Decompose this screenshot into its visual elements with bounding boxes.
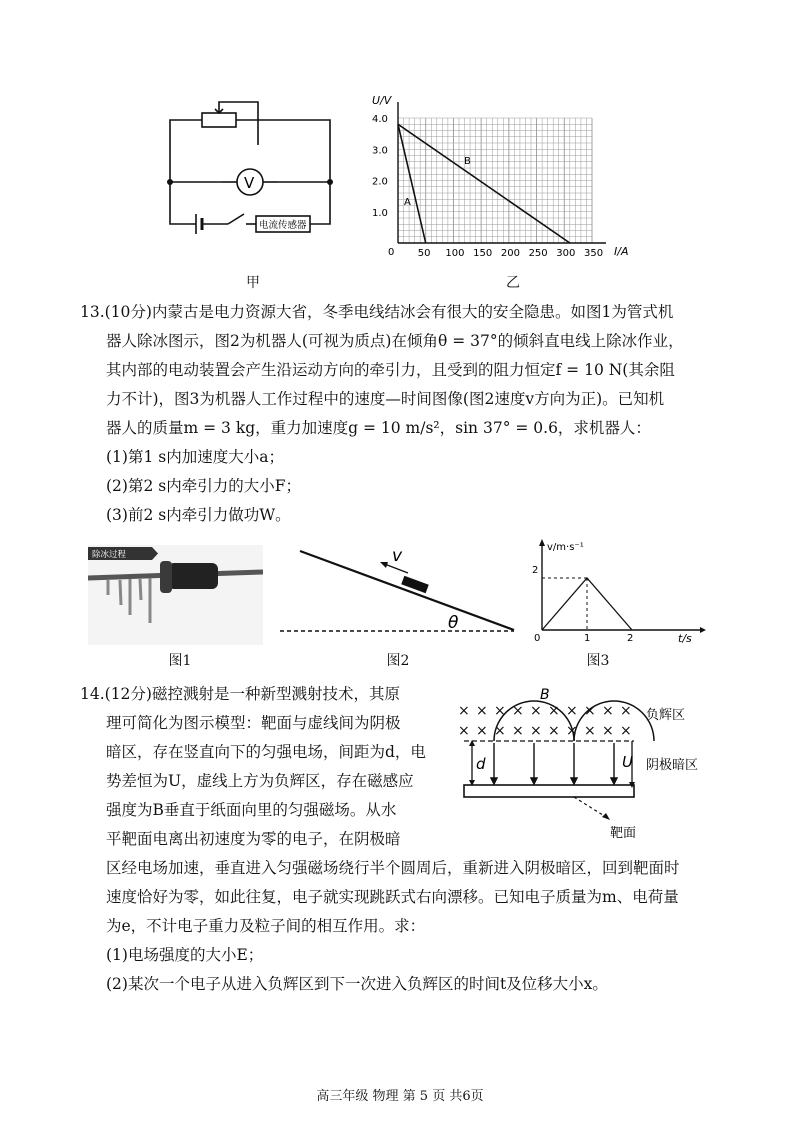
field-arrowhead <box>571 778 577 784</box>
q14-sub-2: (2)某次一个电子从进入负辉区到下一次进入负辉区的时间t及位移大小x。 <box>106 975 608 993</box>
y-tick-label: 0 <box>388 247 395 258</box>
q13-line: 其内部的电动装置会产生沿运动方向的牵引力，且受到的阻力恒定f = 10 N(其余阻 <box>106 361 675 379</box>
line-a-label: A <box>404 197 411 208</box>
vt-xtick-2: 2 <box>627 633 634 643</box>
caption-fig2: 图2 <box>386 653 410 669</box>
y-tick-label: 4.0 <box>372 114 388 125</box>
b-label: B <box>540 687 550 703</box>
vt-xtick-1: 1 <box>584 633 591 643</box>
q14-magnetron-diagram <box>450 685 740 845</box>
magnetic-field-cross: × <box>620 703 632 719</box>
ui-graph <box>360 88 640 268</box>
x-tick-label: 50 <box>417 248 431 259</box>
x-tick-label: 250 <box>528 248 548 259</box>
fig1-robot-photo <box>88 545 263 645</box>
caption-fig3: 图3 <box>586 653 610 669</box>
target-label: 靶面 <box>610 826 637 841</box>
q14-line: 平靶面电离出初速度为零的电子，在阴极暗 <box>106 830 401 848</box>
field-arrowhead <box>531 778 537 784</box>
q14-line: 为e，不计电子重力及粒子间的相互作用。求： <box>106 917 426 935</box>
field-arrowhead <box>611 778 617 784</box>
sensor-label: 电流传感器 <box>259 220 307 231</box>
circuit-diagram <box>160 100 350 250</box>
caption-jia: 甲 <box>246 275 260 291</box>
q13-sub-2: (2)第2 s内牵引力的大小F； <box>106 477 301 495</box>
magnetic-field-cross: × <box>530 723 542 739</box>
x-tick-label: 350 <box>584 248 604 259</box>
vt-xlabel: t/s <box>678 632 692 643</box>
v-label: v <box>392 546 403 566</box>
y-tick-label: 2.0 <box>372 176 388 188</box>
region-negative-glow: 负辉区 <box>646 708 686 723</box>
q13-line: 13.(10分)内蒙古是电力资源大省，冬季电线结冰会有很大的安全隐患。如图1为管式机 <box>80 303 674 321</box>
q14-line: 强度为B垂直于纸面向里的匀强磁场。从水 <box>106 801 397 819</box>
x-tick-label: 100 <box>445 248 465 259</box>
magnetic-field-cross: × <box>494 703 506 719</box>
q13-line: 器人除冰图示，图2为机器人(可视为质点)在倾角θ = 37°的倾斜直电线上除冰作业， <box>106 332 684 350</box>
field-arrowhead <box>491 778 497 784</box>
x-tick-label: 300 <box>556 248 576 259</box>
magnetic-field-cross: × <box>458 723 470 739</box>
y-axis-label: U/V <box>372 94 392 107</box>
y-tick-label: 3.0 <box>372 145 388 157</box>
q14-line: 14.(12分)磁控溅射是一种新型溅射技术，其原 <box>80 685 400 703</box>
magnetic-field-cross: × <box>566 703 578 719</box>
q13-line: 力不计)，图3为机器人工作过程中的速度—时间图像(图2速度v方向为正)。已知机 <box>106 390 665 408</box>
d-label: d <box>476 755 486 773</box>
vt-xtick-0: 0 <box>534 633 541 643</box>
magnetic-field-cross: × <box>602 723 614 739</box>
region-cathode-dark: 阴极暗区 <box>646 758 699 773</box>
fig2-incline <box>270 545 520 645</box>
page-footer: 高三年级 物理 第 5 页 共6页 <box>316 1089 484 1104</box>
q13-sub-3: (3)前2 s内牵引力做功W。 <box>106 506 291 524</box>
series-line-b <box>398 124 570 243</box>
question-13 <box>80 298 740 530</box>
magnetic-field-cross: × <box>458 703 470 719</box>
magnetic-field-cross: × <box>620 723 632 739</box>
magnetic-field-cross: × <box>548 703 560 719</box>
x-axis-label: I/A <box>614 245 629 258</box>
caption-fig1: 图1 <box>168 653 192 669</box>
line-b-label: B <box>464 156 471 167</box>
fig3-vt-graph <box>530 538 710 643</box>
x-tick-label: 200 <box>500 248 520 259</box>
vt-ytick: 2 <box>532 565 539 576</box>
magnetic-field-cross: × <box>512 723 524 739</box>
caption-yi: 乙 <box>506 275 520 291</box>
q14-line: 理可简化为图示模型：靶面与虚线间为阴极 <box>106 714 401 732</box>
q14-line: 势差恒为U，虚线上方为负辉区，存在磁感应 <box>106 772 414 790</box>
voltmeter-label: V <box>244 174 255 192</box>
y-tick-label: 1.0 <box>372 207 388 219</box>
magnetic-field-cross: × <box>512 703 524 719</box>
magnetic-field-cross: × <box>476 723 488 739</box>
q14-line: 区经电场加速，垂直进入匀强磁场绕行半个圆周后，重新进入阴极暗区，回到靶面时 <box>106 859 680 877</box>
magnetic-field-cross: × <box>566 723 578 739</box>
magnetic-field-cross: × <box>602 703 614 719</box>
fig1-tag: 除冰过程 <box>92 550 127 560</box>
q14-line: 暗区，存在竖直向下的匀强电场，间距为d，电 <box>106 743 426 761</box>
q13-line: 器人的质量m = 3 kg，重力加速度g = 10 m/s²，sin 37° = 0.6，求机器人： <box>106 419 651 437</box>
series-line-a <box>398 124 426 243</box>
q14-line: 速度恰好为零，如此往复，电子就实现跳跃式右向漂移。已知电子质量为m、电荷量 <box>106 888 679 906</box>
q13-sub-1: (1)第1 s内加速度大小a； <box>106 448 284 466</box>
angle-label: θ <box>448 613 459 633</box>
q14-sub-1: (1)电场强度的大小E； <box>106 946 264 964</box>
magnetic-field-cross: × <box>476 703 488 719</box>
x-tick-label: 150 <box>473 248 493 259</box>
magnetic-field-cross: × <box>548 723 560 739</box>
magnetic-field-cross: × <box>584 703 596 719</box>
vt-ylabel: v/m·s⁻¹ <box>547 542 584 553</box>
magnetic-field-cross: × <box>494 723 506 739</box>
u-label: U <box>622 753 633 771</box>
magnetic-field-cross: × <box>584 723 596 739</box>
magnetic-field-cross: × <box>530 703 542 719</box>
